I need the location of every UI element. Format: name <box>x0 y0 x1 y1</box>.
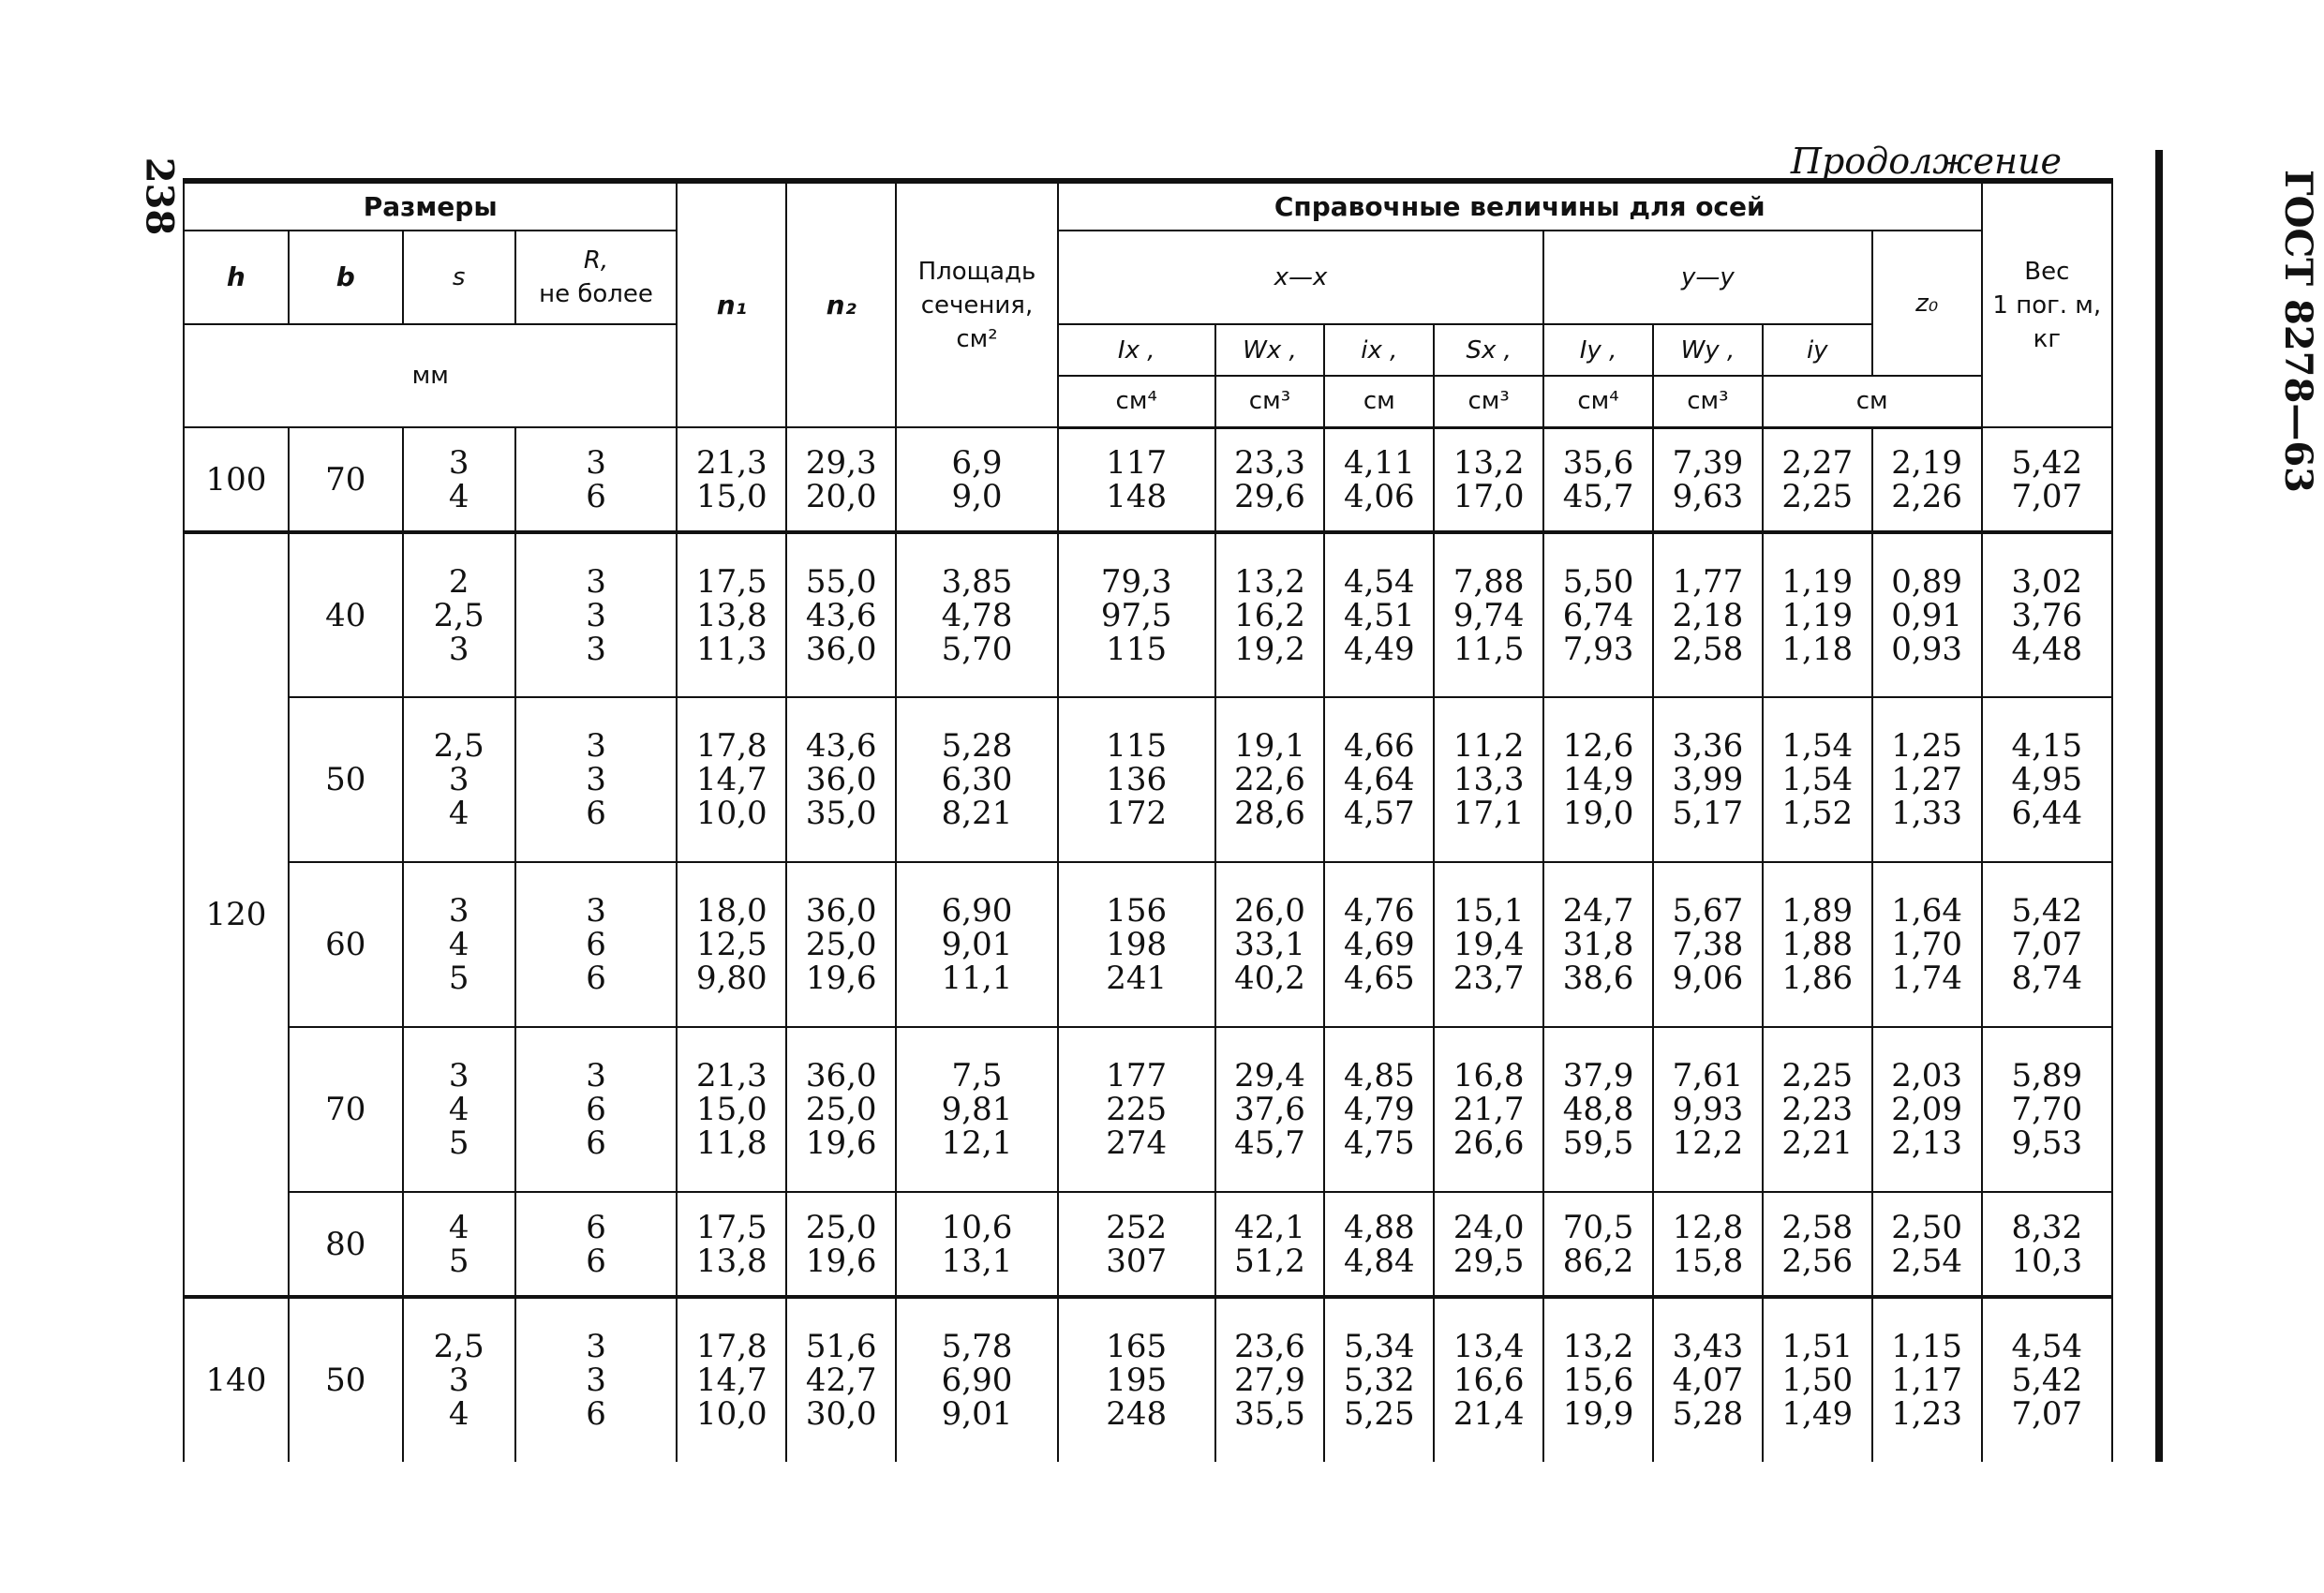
cell-Sx: 15,1 19,4 23,7 <box>1434 862 1543 1027</box>
cell-Wx: 23,3 29,6 <box>1215 427 1325 532</box>
right-margin-rule <box>2155 150 2163 1462</box>
cell-n2: 36,0 25,0 19,6 <box>786 862 896 1027</box>
cell-ix: 4,66 4,64 4,57 <box>1324 697 1434 862</box>
header-Sx: Sx , <box>1434 324 1543 376</box>
cell-n2: 36,0 25,0 19,6 <box>786 1027 896 1192</box>
header-mm: мм <box>184 324 677 427</box>
cell-r: 3 3 6 <box>515 697 678 862</box>
cell-Ix: 165 195 248 <box>1058 1297 1215 1462</box>
cell-Wx: 13,2 16,2 19,2 <box>1215 532 1325 697</box>
header-n1: n₁ <box>677 184 786 427</box>
cell-n2: 55,0 43,6 36,0 <box>786 532 896 697</box>
table-body <box>184 427 2112 1462</box>
cell-z0: 1,64 1,70 1,74 <box>1872 862 1982 1027</box>
header-reference: Справочные величины для осей <box>1058 184 1982 231</box>
table-row <box>184 427 2112 532</box>
continuation-label: Продолжение <box>1790 141 2062 182</box>
cell-z0: 2,19 2,26 <box>1872 427 1982 532</box>
cell-h: 140 <box>184 1297 289 1462</box>
cell-s: 2,5 3 4 <box>403 1297 515 1462</box>
cell-r: 3 6 6 <box>515 862 678 1027</box>
unit-cm-y: см <box>1763 376 1982 427</box>
header-r <box>515 231 678 324</box>
cell-b: 60 <box>289 862 403 1027</box>
cell-Wy: 1,77 2,18 2,58 <box>1653 532 1763 697</box>
cell-Wx: 26,0 33,1 40,2 <box>1215 862 1325 1027</box>
cell-iy: 1,54 1,54 1,52 <box>1763 697 1872 862</box>
cell-z0: 1,25 1,27 1,33 <box>1872 697 1982 862</box>
cell-Wx: 29,4 37,6 45,7 <box>1215 1027 1325 1192</box>
cell-z0: 1,15 1,17 1,23 <box>1872 1297 1982 1462</box>
cell-w: 8,32 10,3 <box>1982 1192 2112 1297</box>
cell-w: 5,42 7,07 <box>1982 427 2112 532</box>
table-row <box>184 862 2112 1027</box>
unit-cm-x: см <box>1324 376 1434 427</box>
standard-code: ГОСТ 8278—63 <box>2275 170 2320 493</box>
cell-area: 6,9 9,0 <box>896 427 1058 532</box>
cell-n1: 17,5 13,8 11,3 <box>677 532 786 697</box>
cell-n1: 17,8 14,7 10,0 <box>677 1297 786 1462</box>
cell-n2: 43,6 36,0 35,0 <box>786 697 896 862</box>
cell-z0: 2,03 2,09 2,13 <box>1872 1027 1982 1192</box>
cell-ix: 4,54 4,51 4,49 <box>1324 532 1434 697</box>
cell-iy: 2,27 2,25 <box>1763 427 1872 532</box>
header-b: b <box>289 231 403 324</box>
cell-s: 4 5 <box>403 1192 515 1297</box>
header-s: s <box>403 231 515 324</box>
cell-n2: 25,0 19,6 <box>786 1192 896 1297</box>
cell-iy: 1,51 1,50 1,49 <box>1763 1297 1872 1462</box>
cell-Wy: 5,67 7,38 9,06 <box>1653 862 1763 1027</box>
header-sizes: Размеры <box>184 184 677 231</box>
cell-r: 6 6 <box>515 1192 678 1297</box>
cell-s: 2 2,5 3 <box>403 532 515 697</box>
cell-z0: 0,89 0,91 0,93 <box>1872 532 1982 697</box>
unit-cm4-x: см⁴ <box>1058 376 1215 427</box>
cell-Wx: 23,6 27,9 35,5 <box>1215 1297 1325 1462</box>
header-Iy: Iy , <box>1543 324 1653 376</box>
cell-s: 3 4 5 <box>403 1027 515 1192</box>
cell-Iy: 5,50 6,74 7,93 <box>1543 532 1653 697</box>
cell-ix: 4,76 4,69 4,65 <box>1324 862 1434 1027</box>
cell-s: 3 4 5 <box>403 862 515 1027</box>
header-Wy: Wy , <box>1653 324 1763 376</box>
cell-b: 50 <box>289 697 403 862</box>
table-row <box>184 1192 2112 1297</box>
header-ix: ix , <box>1324 324 1434 376</box>
header-iy: iy <box>1763 324 1872 376</box>
cell-Iy: 24,7 31,8 38,6 <box>1543 862 1653 1027</box>
cell-Sx: 7,88 9,74 11,5 <box>1434 532 1543 697</box>
cell-area: 3,85 4,78 5,70 <box>896 532 1058 697</box>
cell-Wy: 7,61 9,93 12,2 <box>1653 1027 1763 1192</box>
cell-r: 3 3 3 <box>515 532 678 697</box>
cell-Ix: 252 307 <box>1058 1192 1215 1297</box>
header-Wx: Wx , <box>1215 324 1325 376</box>
cell-iy: 1,89 1,88 1,86 <box>1763 862 1872 1027</box>
cell-b: 70 <box>289 427 403 532</box>
cell-n1: 21,3 15,0 <box>677 427 786 532</box>
cell-Sx: 13,4 16,6 21,4 <box>1434 1297 1543 1462</box>
profile-table <box>183 184 2113 1462</box>
cell-w: 3,02 3,76 4,48 <box>1982 532 2112 697</box>
cell-s: 2,5 3 4 <box>403 697 515 862</box>
header-axis-yy: y—y <box>1543 231 1872 324</box>
cell-Iy: 37,9 48,8 59,5 <box>1543 1027 1653 1192</box>
cell-w: 4,15 4,95 6,44 <box>1982 697 2112 862</box>
unit-cm3-x: см³ <box>1215 376 1325 427</box>
cell-Wy: 7,39 9,63 <box>1653 427 1763 532</box>
cell-Iy: 35,6 45,7 <box>1543 427 1653 532</box>
cell-Wx: 19,1 22,6 28,6 <box>1215 697 1325 862</box>
cell-Sx: 24,0 29,5 <box>1434 1192 1543 1297</box>
cell-Iy: 12,6 14,9 19,0 <box>1543 697 1653 862</box>
cell-Wx: 42,1 51,2 <box>1215 1192 1325 1297</box>
cell-b: 80 <box>289 1192 403 1297</box>
cell-iy: 1,19 1,19 1,18 <box>1763 532 1872 697</box>
cell-Ix: 117 148 <box>1058 427 1215 532</box>
cell-w: 4,54 5,42 7,07 <box>1982 1297 2112 1462</box>
cell-z0: 2,50 2,54 <box>1872 1192 1982 1297</box>
cell-Iy: 70,5 86,2 <box>1543 1192 1653 1297</box>
cell-b: 70 <box>289 1027 403 1192</box>
cell-Wy: 3,43 4,07 5,28 <box>1653 1297 1763 1462</box>
cell-n2: 51,6 42,7 30,0 <box>786 1297 896 1462</box>
cell-iy: 2,58 2,56 <box>1763 1192 1872 1297</box>
table-row <box>184 697 2112 862</box>
cell-area: 5,28 6,30 8,21 <box>896 697 1058 862</box>
cell-Sx: 16,8 21,7 26,6 <box>1434 1027 1543 1192</box>
cell-n1: 17,8 14,7 10,0 <box>677 697 786 862</box>
cell-w: 5,89 7,70 9,53 <box>1982 1027 2112 1192</box>
cell-n1: 17,5 13,8 <box>677 1192 786 1297</box>
cell-h: 100 <box>184 427 289 532</box>
header-r-symbol: R, <box>583 246 609 275</box>
cell-area: 6,90 9,01 11,1 <box>896 862 1058 1027</box>
cell-r: 3 6 6 <box>515 1027 678 1192</box>
cell-n1: 18,0 12,5 9,80 <box>677 862 786 1027</box>
cell-r: 3 3 6 <box>515 1297 678 1462</box>
header-r-note: не более <box>539 280 653 308</box>
unit-cm3-y: см³ <box>1653 376 1763 427</box>
header-h: h <box>184 231 289 324</box>
cell-b: 50 <box>289 1297 403 1462</box>
cell-iy: 2,25 2,23 2,21 <box>1763 1027 1872 1192</box>
cell-area: 7,5 9,81 12,1 <box>896 1027 1058 1192</box>
header-z0: z₀ <box>1872 231 1982 376</box>
header-n2: n₂ <box>786 184 896 427</box>
header-axis-xx: x—x <box>1058 231 1543 324</box>
table-row <box>184 532 2112 697</box>
cell-Iy: 13,2 15,6 19,9 <box>1543 1297 1653 1462</box>
cell-h: 120 <box>184 532 289 1297</box>
table-row <box>184 1027 2112 1192</box>
cell-ix: 4,88 4,84 <box>1324 1192 1434 1297</box>
header-area: Площадь сечения, см² <box>896 184 1058 427</box>
cell-Sx: 13,2 17,0 <box>1434 427 1543 532</box>
cell-s: 3 4 <box>403 427 515 532</box>
cell-ix: 4,85 4,79 4,75 <box>1324 1027 1434 1192</box>
cell-w: 5,42 7,07 8,74 <box>1982 862 2112 1027</box>
cell-b: 40 <box>289 532 403 697</box>
cell-Sx: 11,2 13,3 17,1 <box>1434 697 1543 862</box>
cell-n2: 29,3 20,0 <box>786 427 896 532</box>
header-weight: Вес 1 пог. м, кг <box>1982 184 2112 427</box>
cell-Wy: 12,8 15,8 <box>1653 1192 1763 1297</box>
unit-cm4-y: см⁴ <box>1543 376 1653 427</box>
cell-ix: 4,11 4,06 <box>1324 427 1434 532</box>
unit-cm3-sx: см³ <box>1434 376 1543 427</box>
table-row <box>184 1297 2112 1462</box>
header-Ix: Ix , <box>1058 324 1215 376</box>
cell-area: 5,78 6,90 9,01 <box>896 1297 1058 1462</box>
cell-Ix: 156 198 241 <box>1058 862 1215 1027</box>
cell-Wy: 3,36 3,99 5,17 <box>1653 697 1763 862</box>
cell-Ix: 79,3 97,5 115 <box>1058 532 1215 697</box>
page-number: 238 <box>137 156 182 236</box>
cell-n1: 21,3 15,0 11,8 <box>677 1027 786 1192</box>
cell-ix: 5,34 5,32 5,25 <box>1324 1297 1434 1462</box>
cell-Ix: 177 225 274 <box>1058 1027 1215 1192</box>
profile-table-wrapper <box>183 178 2113 1462</box>
cell-r: 3 6 <box>515 427 678 532</box>
cell-area: 10,6 13,1 <box>896 1192 1058 1297</box>
cell-Ix: 115 136 172 <box>1058 697 1215 862</box>
